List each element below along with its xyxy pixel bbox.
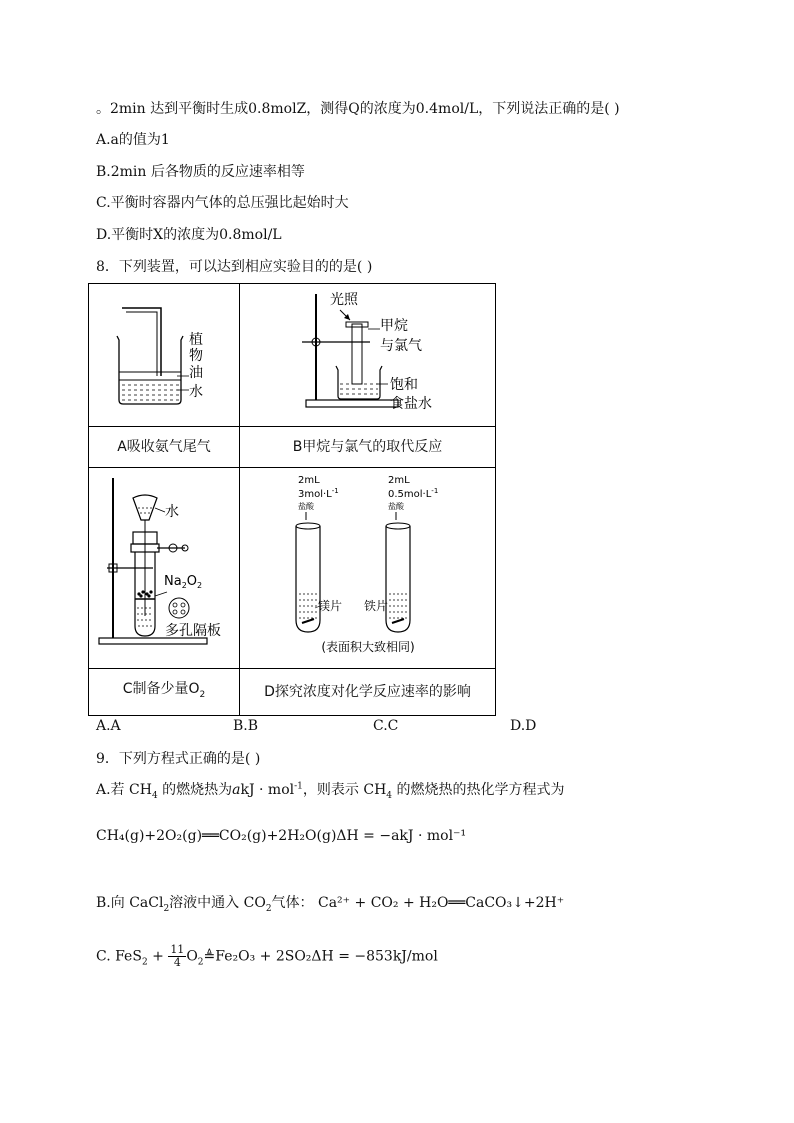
figure-b-gas-label-2: 与氯气 — [380, 338, 422, 354]
figure-a-cell — [89, 284, 240, 427]
figure-a-label-1: 植 — [189, 332, 203, 348]
q8-answer-d: D.D — [510, 718, 537, 734]
figure-d-left-concentration: $3mol\cdot L^{-1}$ — [298, 487, 339, 500]
experiment-table — [88, 283, 496, 716]
q7-option-a: A.a的值为1 — [96, 132, 170, 148]
figure-d-right-volume: 2mL — [388, 475, 410, 486]
caption-b: B甲烷与氯气的取代反应 — [240, 427, 496, 468]
q9-option-a: A.若 $CH_4$ 的燃烧热为akJ · mol$^{-1}$，则表示 $CH_4$ 的燃烧热的热化学方程式为 — [96, 781, 565, 801]
figure-a-beaker — [89, 284, 239, 426]
q7-option-d: D.平衡时X的浓度为0.8mol/L — [96, 227, 282, 243]
fraction-11-4: $\frac{11}{4}$ — [170, 943, 185, 969]
q7-option-b: B.2min 后各物质的反应速率相等 — [96, 164, 305, 180]
q7-option-c: C.平衡时容器内气体的总压强比起始时大 — [96, 195, 349, 211]
caption-a: A吸收氨气尾气 — [89, 427, 240, 468]
figure-b-apparatus — [240, 284, 495, 426]
q9-stem: 9．下列方程式正确的是( ) — [96, 751, 261, 767]
figure-c-cell — [89, 468, 240, 669]
q9-option-c: C. FeS$_2$ + $\frac{11}{4}$ $O_2≜Fe_2O_3 + 2SO_2\Delta H = -853kJ/mol$ — [96, 943, 438, 969]
figure-a-label-4: 水 — [189, 384, 203, 400]
figure-b-gas-label-1: 甲烷 — [380, 318, 408, 334]
figure-a-label-3: 油 — [189, 365, 203, 381]
figure-c-reagent-label: $Na_2O_2$ — [164, 574, 203, 590]
figure-d-left-volume: 2mL — [298, 475, 320, 486]
q8-answer-c: C.C — [373, 718, 399, 734]
figure-d-right-concentration: $0.5mol\cdot L^{-1}$ — [388, 487, 439, 500]
figure-d-left-metal: 镁片 — [318, 599, 343, 613]
figure-b-solution-label-2: 食盐水 — [390, 396, 432, 412]
figure-d-note: (表面积大致相同) — [321, 640, 415, 654]
figure-d-cell — [240, 468, 496, 669]
q9-option-b: B.向 CaCl$_2$溶液中通入 $CO_2$气体： Ca²⁺ + CO₂ + H₂O══CaCO₃↓+2H⁺ — [96, 895, 565, 914]
figure-d-right-acid: 盐酸 — [388, 502, 404, 511]
heat-arrow: ≜ — [203, 948, 216, 965]
q9-equation-b: Ca²⁺ + CO₂ + H₂O══CaCO₃↓+2H⁺ — [318, 895, 565, 911]
q8-answer-a: A.A — [96, 718, 121, 734]
figure-c-water-label: 水 — [165, 504, 179, 520]
figure-d-right-metal: 铁片 — [364, 599, 389, 613]
figure-d-left-acid: 盐酸 — [298, 502, 314, 511]
figure-b-solution-label-1: 饱和 — [390, 377, 418, 393]
caption-c: C制备少量$O_2$ — [89, 669, 240, 716]
figure-b-cell — [240, 284, 496, 427]
q9-equation-a: CH₄(g)+2O₂(g)══CO₂(g)+2H₂O(g)ΔH = −akJ · mol⁻¹ — [96, 828, 467, 844]
figure-c-plate-label: 多孔隔板 — [165, 623, 221, 639]
caption-d: D探究浓度对化学反应速率的影响 — [240, 669, 496, 716]
figure-d-apparatus — [240, 468, 495, 668]
figure-a-label-2: 物 — [189, 348, 203, 364]
figure-b-light-label: 光照 — [330, 292, 358, 308]
q8-answer-b: B.B — [233, 718, 259, 734]
q8-stem: 8．下列装置，可以达到相应实验目的的是( ) — [96, 259, 373, 275]
q7-stem: 。2min 达到平衡时生成0.8molZ，测得Q的浓度为0.4mol/L，下列说法正确的是( ) — [96, 101, 620, 117]
figure-c-apparatus — [89, 468, 239, 668]
